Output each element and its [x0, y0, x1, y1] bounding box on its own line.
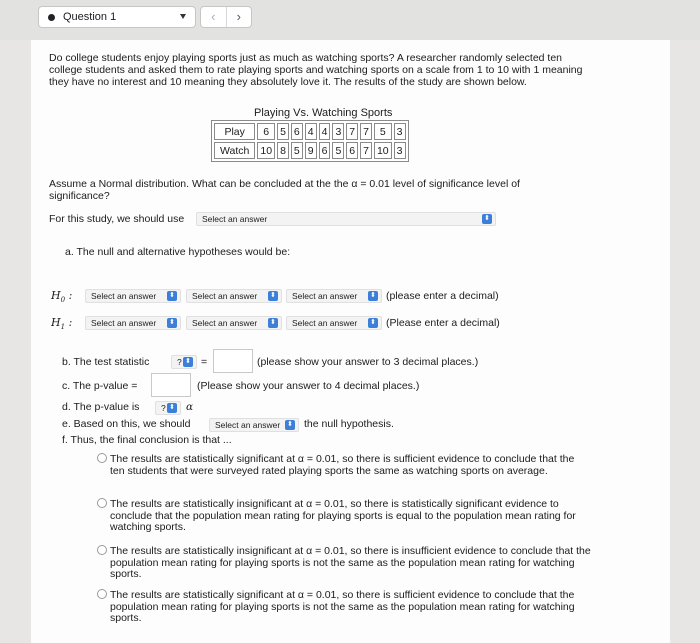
select-arrow-icon: ⬍ [285, 420, 295, 430]
select-placeholder: Select an answer [192, 318, 258, 328]
table-cell: 7 [360, 123, 372, 140]
table-cell: 10 [257, 142, 275, 159]
table-cell: 6 [291, 123, 303, 140]
table-cell: 5 [277, 123, 289, 140]
part-e-text: e. Based on this, we should [62, 418, 191, 430]
table-cell: 4 [319, 123, 331, 140]
table-cell: 5 [291, 142, 303, 159]
table-cell: 3 [394, 142, 406, 159]
table-row-play [214, 123, 406, 140]
conclusion-radio-1[interactable] [97, 453, 107, 463]
part-c-suffix: (Please show your answer to 4 decimal places.) [197, 380, 420, 392]
select-arrow-icon: ⬍ [167, 291, 177, 301]
part-b-suffix: (please show your answer to 3 decimal places.) [257, 356, 479, 368]
conclusion-radio-4[interactable] [97, 589, 107, 599]
part-b-text: b. The test statistic [62, 356, 150, 368]
question-select[interactable] [38, 6, 196, 28]
caret-down-icon [180, 14, 186, 19]
row-header-play: Play [214, 123, 255, 140]
decision-select[interactable] [209, 418, 299, 432]
assumption-text: Assume a Normal distribution. What can be concluded at the the α = 0.01 level of significance level of significance? [49, 178, 520, 202]
table-cell: 7 [346, 123, 358, 140]
select-placeholder: Select an answer [91, 318, 157, 328]
h0-value-select[interactable] [286, 289, 382, 303]
select-placeholder: ? [177, 357, 182, 367]
study-test-select[interactable] [196, 212, 496, 226]
table-cell: 8 [277, 142, 289, 159]
h0-suffix: (please enter a decimal) [386, 290, 499, 302]
conclusion-option-2: The results are statistically insignificant at α = 0.01, so there is statistically significant evidence to conclude that the population mean rating for playing sports is equal to the population mean rating for watching sports. [110, 498, 576, 533]
select-arrow-icon: ⬍ [167, 403, 177, 413]
part-d-text: d. The p-value is [62, 401, 140, 413]
table-cell: 10 [374, 142, 392, 159]
table-cell: 9 [305, 142, 317, 159]
select-placeholder: Select an answer [202, 214, 268, 224]
table-cell: 6 [346, 142, 358, 159]
select-arrow-icon: ⬍ [368, 291, 378, 301]
study-label: For this study, we should use [49, 213, 185, 225]
select-arrow-icon: ⬍ [167, 318, 177, 328]
table-cell: 7 [360, 142, 372, 159]
select-arrow-icon: ⬍ [482, 214, 492, 224]
select-placeholder: ? [161, 403, 166, 413]
table-cell: 4 [305, 123, 317, 140]
select-arrow-icon: ⬍ [183, 357, 193, 367]
h1-suffix: (Please enter a decimal) [386, 317, 500, 329]
part-c-text: c. The p-value = [62, 380, 138, 392]
table-cell: 6 [257, 123, 275, 140]
question-header [0, 0, 700, 40]
question-panel [31, 40, 670, 643]
h1-label: $H_1$ : [51, 316, 73, 332]
p-value-input[interactable] [151, 373, 191, 397]
row-header-watch: Watch [214, 142, 255, 159]
question-label: Question 1 [63, 11, 117, 23]
h1-operator-select[interactable] [186, 316, 282, 330]
select-arrow-icon: ⬍ [368, 318, 378, 328]
part-e-suffix: the null hypothesis. [304, 418, 394, 430]
next-question-button[interactable]: › [236, 9, 241, 24]
table-title: Playing Vs. Watching Sports [254, 107, 393, 119]
table-row-watch [214, 142, 406, 159]
intro-text: Do college students enjoy playing sports just as much as watching sports? A researcher randomly selected ten college students and asked them to rate playing sports and watching sports on a scale from 1 to 10 with 1 meaning they have no interest and 10 meaning they absolutely love it. The results of the study are shown below. [49, 52, 583, 88]
conclusion-option-4: The results are statistically significant at α = 0.01, so there is sufficient evidence to conclude that the population mean rating for playing sports is not the same as the population mean rating for watching sports. [110, 589, 575, 624]
select-placeholder: Select an answer [292, 318, 358, 328]
conclusion-radio-2[interactable] [97, 498, 107, 508]
test-statistic-input[interactable] [213, 349, 253, 373]
table-cell: 5 [374, 123, 392, 140]
alpha-symbol: α [186, 401, 194, 413]
select-placeholder: Select an answer [192, 291, 258, 301]
question-nav [200, 6, 252, 28]
table-cell: 3 [332, 123, 344, 140]
h1-value-select[interactable] [286, 316, 382, 330]
h0-label: $H_0$ : [51, 289, 73, 305]
equals-sign: = [201, 356, 208, 368]
h1-parameter-select[interactable] [85, 316, 181, 330]
select-arrow-icon: ⬍ [268, 318, 278, 328]
h0-parameter-select[interactable] [85, 289, 181, 303]
test-statistic-select[interactable] [171, 355, 197, 369]
conclusion-radio-3[interactable] [97, 545, 107, 555]
select-placeholder: Select an answer [215, 420, 281, 430]
select-placeholder: Select an answer [292, 291, 358, 301]
h0-operator-select[interactable] [186, 289, 282, 303]
status-dot-icon [48, 14, 55, 21]
prev-question-button[interactable]: ‹ [201, 7, 227, 27]
table-cell: 6 [319, 142, 331, 159]
table-cell: 3 [394, 123, 406, 140]
select-arrow-icon: ⬍ [268, 291, 278, 301]
table-cell: 5 [332, 142, 344, 159]
data-table [211, 120, 409, 162]
p-value-comparison-select[interactable] [155, 401, 181, 415]
select-placeholder: Select an answer [91, 291, 157, 301]
conclusion-option-3: The results are statistically insignificant at α = 0.01, so there is insufficient evidence to conclude that the population mean rating for playing sports is not the same as the population mean rating for watching sports. [110, 545, 591, 580]
part-f-text: f. Thus, the final conclusion is that ... [62, 434, 232, 446]
part-a-text: a. The null and alternative hypotheses would be: [65, 246, 291, 258]
conclusion-option-1: The results are statistically significant at α = 0.01, so there is sufficient evidence to conclude that the ten students that were surveyed rated playing sports the same as watching sports on average. [110, 453, 575, 477]
